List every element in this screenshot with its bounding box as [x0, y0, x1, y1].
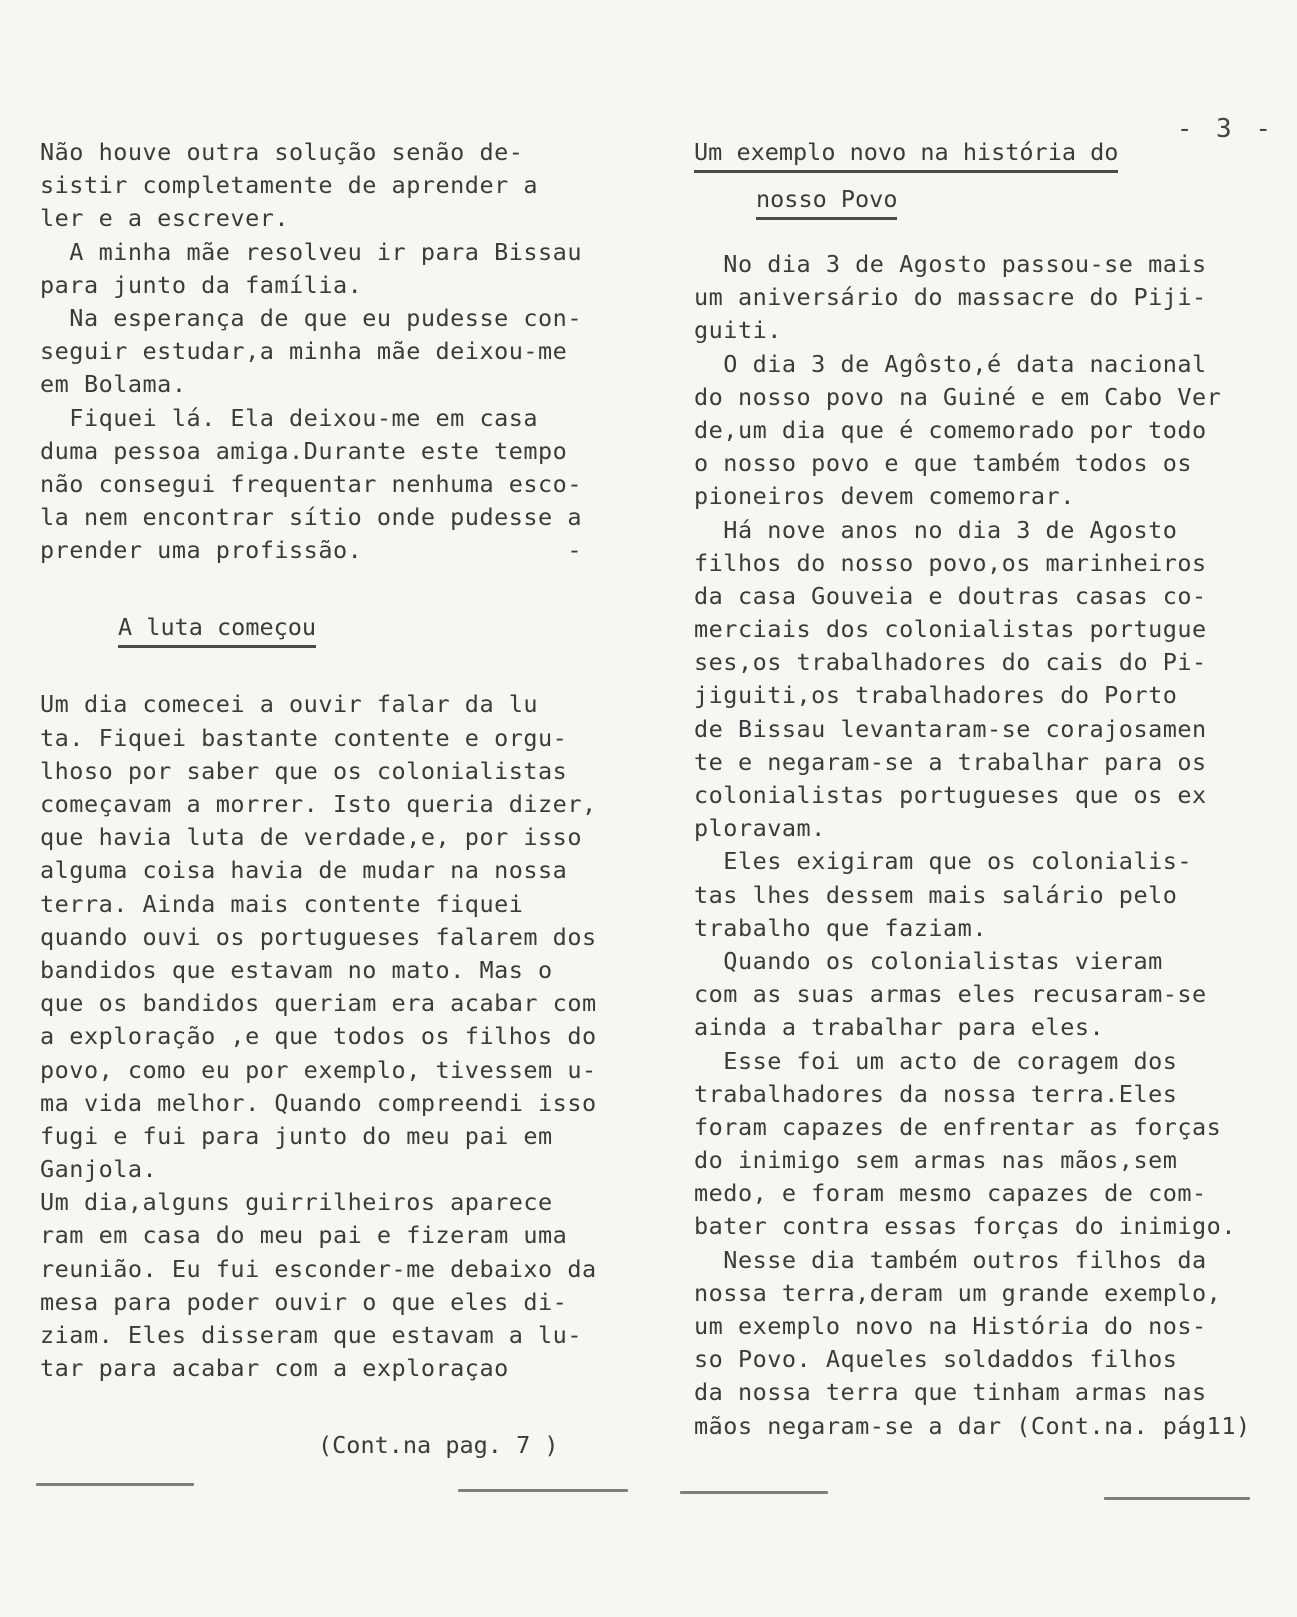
article-heading-line1: [694, 136, 1284, 169]
text-line: trabalhadores da nossa terra.Eles: [694, 1079, 1178, 1108]
text-line: ses,os trabalhadores do cais do Pi-: [694, 648, 1207, 677]
text-line: Fiquei lá. Ela deixou-me em casa: [40, 403, 539, 432]
text-line: um aniversário do massacre do Piji-: [694, 283, 1207, 312]
text-line: em Bolama.: [40, 370, 187, 399]
text-line: que havia luta de verdade,e, por isso: [40, 823, 582, 852]
text-line: trabalho que faziam.: [694, 913, 987, 942]
text-line: o nosso povo e que também todos os: [694, 449, 1193, 478]
text-line: não consegui frequentar nenhuma esco-: [40, 469, 582, 498]
text-line: para junto da família.: [40, 270, 363, 299]
bottom-rule: [36, 1483, 194, 1486]
text-line: da casa Gouveia e doutras casas co-: [694, 581, 1207, 610]
text-line: alguma coisa havia de mudar na nossa: [40, 856, 568, 885]
text-line: foram capazes de enfrentar as forças: [694, 1112, 1222, 1141]
text-line: começavam a morrer. Isto queria dizer,: [40, 790, 597, 818]
text-line: Na esperança de que eu pudesse con-: [40, 303, 582, 332]
text-line: seguir estudar,a minha mãe deixou-me: [40, 337, 568, 366]
continuation-note: (Cont.na pag. 7 ): [318, 1431, 559, 1459]
text-line: nossa terra,deram um grande exemplo,: [694, 1278, 1222, 1307]
text-line: guiti.: [694, 316, 782, 345]
text-line: quando ouvi os portugueses falarem dos: [40, 922, 597, 951]
text-line: com as suas armas eles recusaram-se: [694, 980, 1207, 1009]
text-line: de,um dia que é comemorado por todo: [694, 415, 1207, 444]
text-line: bandidos que estavam no mato. Mas o: [40, 955, 553, 984]
text-line: te e negaram-se a trabalhar para os: [694, 747, 1207, 776]
text-line: ler e a escrever.: [40, 204, 290, 233]
intro-paragraphs: [40, 136, 650, 567]
text-line: povo, como eu por exemplo, tivessem u-: [40, 1055, 597, 1084]
text-line: Há nove anos no dia 3 de Agosto: [694, 515, 1178, 544]
text-line: mesa para poder ouvir o que eles di-: [40, 1287, 568, 1316]
text-line: filhos do nosso povo,os marinheiros: [694, 548, 1207, 577]
text-line: O dia 3 de Agôsto,é data nacional: [694, 349, 1207, 378]
text-line: Um dia,alguns guirrilheiros aparece: [40, 1188, 553, 1217]
text-line: mãos negaram-se a dar (Cont.na. pág11): [694, 1411, 1251, 1440]
bottom-rule: [680, 1491, 828, 1494]
text-line: de Bissau levantaram-se corajosamen: [694, 714, 1207, 743]
text-line: ram em casa do meu pai e fizeram uma: [40, 1221, 568, 1250]
text-line: do inimigo sem armas nas mãos,sem: [694, 1146, 1178, 1175]
text-line: Um dia comecei a ouvir falar da lu: [40, 690, 539, 719]
text-line: Nesse dia também outros filhos da: [694, 1245, 1207, 1274]
text-line: ziam. Eles disseram que estavam a lu-: [40, 1321, 582, 1349]
text-line: A minha mãe resolveu ir para Bissau: [40, 237, 582, 266]
text-line: ploravam.: [694, 814, 826, 843]
article-heading-line2: [694, 183, 1284, 216]
text-line: Quando os colonialistas vieram: [694, 946, 1163, 975]
text-line: colonialistas portugueses que os ex: [694, 781, 1207, 809]
text-line: da nossa terra que tinham armas nas: [694, 1378, 1207, 1407]
section-heading: [40, 611, 650, 644]
text-line: terra. Ainda mais contente fiquei: [40, 889, 524, 918]
story-paragraphs: [40, 688, 650, 1385]
text-line: fugi e fui para junto do meu pai em: [40, 1121, 553, 1150]
text-line: pioneiros devem comemorar.: [694, 482, 1075, 511]
text-line: tar para acabar com a exploraçao: [40, 1354, 509, 1383]
text-line: bater contra essas forças do inimigo.: [694, 1212, 1236, 1241]
text-line: Eles exigiram que os colonialis-: [694, 847, 1193, 876]
text-line: um exemplo novo na História do nos-: [694, 1312, 1207, 1340]
text-line: jiguiti,os trabalhadores do Porto: [694, 681, 1178, 710]
text-line: sistir completamente de aprender a: [40, 171, 539, 200]
text-line: No dia 3 de Agosto passou-se mais: [694, 250, 1207, 278]
text-line: merciais dos colonialistas portugue: [694, 615, 1207, 644]
text-line: ma vida melhor. Quando compreendi isso: [40, 1088, 597, 1117]
text-line: Esse foi um acto de coragem dos: [694, 1046, 1178, 1075]
text-line: so Povo. Aqueles soldaddos filhos: [694, 1345, 1178, 1374]
text-line: lhoso por saber que os colonialistas: [40, 756, 568, 785]
text-line: a exploração ,e que todos os filhos do: [40, 1022, 597, 1051]
text-line: tas lhes dessem mais salário pelo: [694, 880, 1178, 909]
article-heading-text: Um exemplo novo na história do: [694, 136, 1118, 173]
text-line: ainda a trabalhar para eles.: [694, 1013, 1105, 1042]
text-line: ta. Fiquei bastante contente e orgu-: [40, 723, 568, 752]
text-line: do nosso povo na Guiné e em Cabo Ver: [694, 382, 1222, 411]
text-line: duma pessoa amiga.Durante este tempo: [40, 436, 568, 465]
left-column: [40, 136, 650, 1385]
article-heading-text: nosso Povo: [756, 183, 897, 220]
text-line: medo, e foram mesmo capazes de com-: [694, 1179, 1207, 1208]
section-heading-text: A luta começou: [118, 611, 316, 648]
text-line: reunião. Eu fui esconder-me debaixo da: [40, 1254, 597, 1283]
text-line: Não houve outra solução senão de-: [40, 138, 524, 166]
text-line: que os bandidos queriam era acabar com: [40, 989, 597, 1018]
text-line: la nem encontrar sítio onde pudesse a: [40, 503, 582, 532]
page-number: - 3 -: [1176, 114, 1275, 144]
right-column: [694, 136, 1284, 1443]
bottom-rule: [458, 1489, 628, 1492]
article-paragraphs: [694, 248, 1284, 1443]
text-line: prender uma profissão. -: [40, 536, 582, 565]
bottom-rule: [1104, 1497, 1250, 1500]
text-line: Ganjola.: [40, 1155, 158, 1184]
